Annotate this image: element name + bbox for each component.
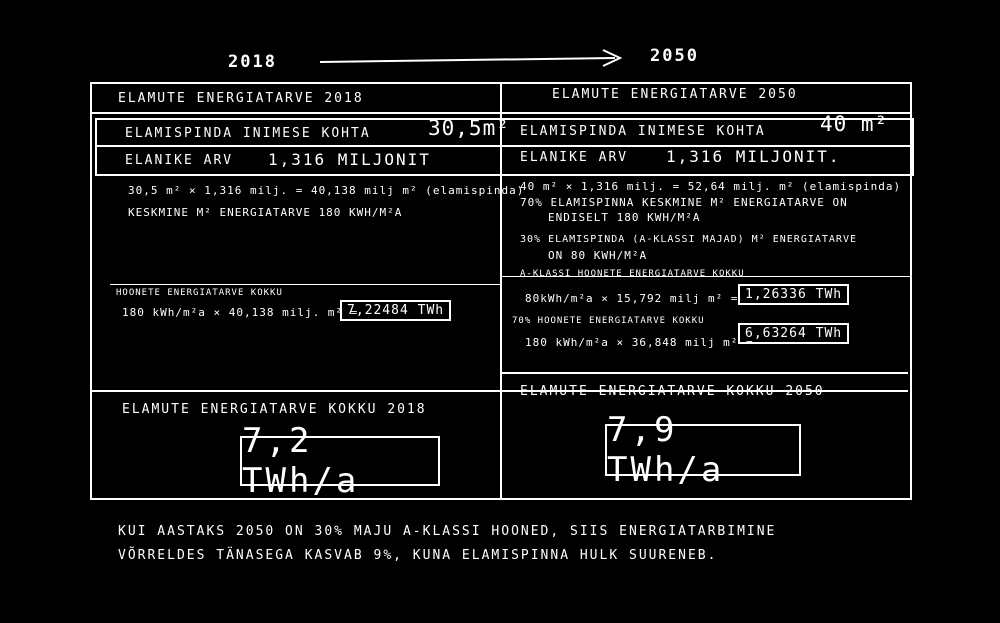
right-pop-value: 1,316 MILJONIT.: [666, 147, 841, 166]
left-pop-label: ELANIKE ARV: [125, 153, 234, 168]
right-calc-line5: ON 80 KWH/M²A: [548, 249, 648, 262]
left-area-value: 30,5m²: [428, 116, 510, 140]
right-subtotal-calc1: 80kWh/m²a × 15,792 milj m² =: [525, 292, 739, 305]
left-area-label: ELAMISPINDA INIMESE KOHTA: [125, 126, 371, 141]
right-subtotal-result2: 6,63264 TWh: [738, 323, 849, 344]
right-calc-line4: 30% ELAMISPINDA (A-KLASSI MAJAD) M² ENERGIATARVE: [520, 234, 857, 245]
footer-line2: VÕRRELDES TÄNASEGA KASVAB 9%, KUNA ELAMISPINNA HULK SUURENEB.: [118, 548, 718, 563]
header-row-divider: [90, 112, 910, 114]
year-2050-label: 2050: [650, 46, 699, 66]
right-calc-line1: 40 m² × 1,316 milj. = 52,64 milj. m² (elamispinda): [520, 180, 902, 193]
left-calc-line1: 30,5 m² × 1,316 milj. = 40,138 milj m² (elamispinda): [128, 184, 525, 197]
left-pop-value: 1,316 MILJONIT: [268, 150, 431, 169]
right-totals-row-divider: [500, 372, 908, 374]
left-total-value: 7,2 TWh/a: [240, 436, 440, 486]
left-subtotal-title: HOONETE ENERGIATARVE KOKKU: [116, 288, 283, 298]
timeline-arrow: [320, 44, 630, 74]
left-subtotal-result: 7,22484 TWh: [340, 300, 451, 321]
right-subtotal-title2: 70% HOONETE ENERGIATARVE KOKKU: [512, 316, 705, 326]
left-subtotal-divider: [110, 284, 500, 285]
right-subtotal-result1: 1,26336 TWh: [738, 284, 849, 305]
left-total-label: ELAMUTE ENERGIATARVE KOKKU 2018: [122, 402, 427, 417]
left-subtotal-calc: 180 kWh/m²a × 40,138 milj. m² =: [122, 306, 359, 319]
year-2018-label: 2018: [228, 52, 277, 72]
right-total-value: 7,9 TWh/a: [605, 424, 801, 476]
right-area-value: 40 m²: [820, 112, 889, 136]
footer-line1: KUI AASTAKS 2050 ON 30% MAJU A-KLASSI HOONED, SIIS ENERGIATARBIMINE: [118, 524, 777, 539]
right-total-label: ELAMUTE ENERGIATARVE KOKKU 2050: [520, 384, 825, 399]
right-header: ELAMUTE ENERGIATARVE 2050: [552, 87, 798, 102]
right-pop-label: ELANIKE ARV: [520, 150, 629, 165]
left-calc-line2: KESKMINE M² ENERGIATARVE 180 KWH/M²A: [128, 206, 403, 219]
right-subtotal-title1: A-KLASSI HOONETE ENERGIATARVE KOKKU: [520, 269, 745, 279]
right-area-label: ELAMISPINDA INIMESE KOHTA: [520, 124, 766, 139]
left-header: ELAMUTE ENERGIATARVE 2018: [118, 91, 364, 106]
right-subtotal-calc2: 180 kWh/m²a × 36,848 milj m² =: [525, 336, 754, 349]
right-calc-line2: 70% ELAMISPINNA KESKMINE M² ENERGIATARVE ON: [520, 196, 848, 209]
right-calc-line3: ENDISELT 180 KWH/M²A: [548, 211, 701, 224]
